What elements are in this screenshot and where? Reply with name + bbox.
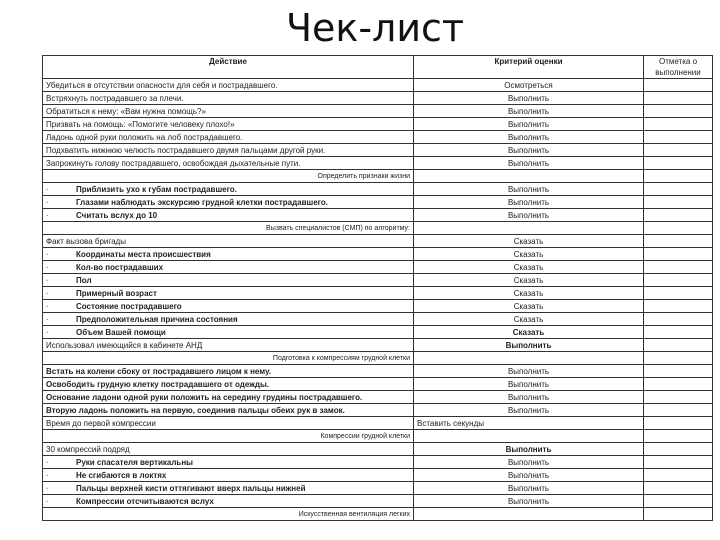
action-text: Пальцы верхней кисти оттягивают вверх пальцы нижней — [76, 483, 306, 493]
table-row — [43, 417, 713, 430]
mark-cell[interactable] — [644, 209, 713, 222]
table-row — [43, 313, 713, 326]
section-row — [43, 222, 713, 235]
table-row — [43, 391, 713, 404]
table-row — [43, 495, 713, 508]
action-text: Глазами наблюдать экскурсию грудной клетки пострадавшего. — [76, 197, 328, 207]
mark-cell[interactable] — [644, 482, 713, 495]
bullet-icon: · — [46, 314, 49, 324]
mark-cell[interactable] — [644, 105, 713, 118]
criterion-cell — [414, 170, 644, 183]
section-row — [43, 352, 713, 365]
action-text: 30 компрессий подряд — [46, 444, 130, 454]
section-title: Вызвать специалистов (СМП) по алгоритму: — [43, 222, 414, 235]
action-cell — [43, 417, 414, 430]
header-criterion: Критерий оценки — [414, 56, 644, 79]
criterion-cell: Вставить секунды — [414, 417, 644, 430]
mark-cell[interactable] — [644, 170, 713, 183]
mark-cell[interactable] — [644, 92, 713, 105]
criterion-cell: Выполнить — [414, 118, 644, 131]
criterion-cell: Выполнить — [414, 391, 644, 404]
table-row — [43, 183, 713, 196]
action-cell — [43, 313, 414, 326]
action-cell — [43, 482, 414, 495]
mark-cell[interactable] — [644, 378, 713, 391]
criterion-cell: Сказать — [414, 287, 644, 300]
section-title: Подготовка к компрессиям грудной клетки — [43, 352, 414, 365]
mark-cell[interactable] — [644, 313, 713, 326]
table-row — [43, 92, 713, 105]
table-row — [43, 378, 713, 391]
action-text: Убедиться в отсутствии опасности для себя и пострадавшего. — [46, 80, 278, 90]
action-cell — [43, 183, 414, 196]
header-action: Действие — [43, 56, 414, 79]
mark-cell[interactable] — [644, 300, 713, 313]
action-text: Встать на колени сбоку от пострадавшего лицом к нему. — [46, 366, 272, 376]
criterion-cell: Осмотреться — [414, 79, 644, 92]
table-row — [43, 144, 713, 157]
table-row — [43, 209, 713, 222]
criterion-cell: Сказать — [414, 248, 644, 261]
action-cell — [43, 391, 414, 404]
mark-cell[interactable] — [644, 196, 713, 209]
action-text: Обратиться к нему: «Вам нужна помощь?» — [46, 106, 206, 116]
action-cell — [43, 196, 414, 209]
mark-cell[interactable] — [644, 274, 713, 287]
bullet-icon: · — [46, 249, 49, 259]
action-text: Координаты места происшествия — [76, 249, 211, 259]
criterion-cell — [414, 430, 644, 443]
action-cell — [43, 404, 414, 417]
action-cell — [43, 118, 414, 131]
action-cell — [43, 378, 414, 391]
criterion-cell: Выполнить — [414, 144, 644, 157]
mark-cell[interactable] — [644, 404, 713, 417]
criterion-cell: Выполнить — [414, 131, 644, 144]
action-cell — [43, 209, 414, 222]
action-text: Вторую ладонь положить на первую, соединив пальцы обеих рук в замок. — [46, 405, 345, 415]
table-row — [43, 339, 713, 352]
mark-cell[interactable] — [644, 235, 713, 248]
bullet-icon: · — [46, 262, 49, 272]
bullet-icon: · — [46, 275, 49, 285]
mark-cell[interactable] — [644, 508, 713, 521]
criterion-cell: Выполнить — [414, 196, 644, 209]
mark-cell[interactable] — [644, 157, 713, 170]
action-cell — [43, 443, 414, 456]
bullet-icon: · — [46, 288, 49, 298]
section-row — [43, 508, 713, 521]
action-cell — [43, 92, 414, 105]
action-text: Освободить грудную клетку пострадавшего от одежды. — [46, 379, 269, 389]
action-cell — [43, 274, 414, 287]
criterion-cell: Выполнить — [414, 495, 644, 508]
criterion-cell: Выполнить — [414, 209, 644, 222]
action-cell — [43, 326, 414, 339]
action-text: Приблизить ухо к губам пострадавшего. — [76, 184, 237, 194]
mark-cell[interactable] — [644, 495, 713, 508]
action-text: Ладонь одной руки положить на лоб пострадавшего. — [46, 132, 243, 142]
action-cell — [43, 365, 414, 378]
table-row — [43, 157, 713, 170]
action-cell — [43, 300, 414, 313]
page-title: Чек-лист — [285, 6, 465, 50]
mark-cell[interactable] — [644, 287, 713, 300]
mark-cell[interactable] — [644, 79, 713, 92]
action-cell — [43, 495, 414, 508]
action-text: Факт вызова бригады — [46, 236, 126, 246]
action-cell — [43, 248, 414, 261]
bullet-icon: · — [46, 301, 49, 311]
table-row — [43, 300, 713, 313]
action-cell — [43, 339, 414, 352]
bullet-icon: · — [46, 327, 49, 337]
mark-cell[interactable] — [644, 456, 713, 469]
action-text: Считать вслух до 10 — [76, 210, 158, 220]
criterion-cell: Выполнить — [414, 157, 644, 170]
action-text: Не сгибаются в локтях — [76, 470, 167, 480]
mark-cell[interactable] — [644, 417, 713, 430]
mark-cell[interactable] — [644, 144, 713, 157]
checklist-table — [42, 55, 713, 521]
criterion-cell: Сказать — [414, 326, 644, 339]
section-row — [43, 170, 713, 183]
action-text: Встряхнуть пострадавшего за плечи. — [46, 93, 184, 103]
mark-cell[interactable] — [644, 339, 713, 352]
action-text: Основание ладони одной руки положить на середину грудины пострадавшего. — [46, 392, 363, 402]
table-row — [43, 443, 713, 456]
table-row — [43, 235, 713, 248]
action-text: Руки спасателя вертикальны — [76, 457, 193, 467]
action-cell — [43, 131, 414, 144]
mark-cell[interactable] — [644, 326, 713, 339]
criterion-cell: Сказать — [414, 300, 644, 313]
action-text: Состояние пострадавшего — [76, 301, 182, 311]
criterion-cell: Сказать — [414, 313, 644, 326]
action-cell — [43, 157, 414, 170]
criterion-cell: Сказать — [414, 274, 644, 287]
action-cell — [43, 105, 414, 118]
action-cell — [43, 144, 414, 157]
table-header — [43, 56, 713, 79]
action-text: Использовал имеющийся в кабинете АНД — [46, 340, 203, 350]
mark-cell[interactable] — [644, 118, 713, 131]
action-text: Пол — [76, 275, 92, 285]
bullet-icon: · — [46, 496, 49, 506]
table-row — [43, 404, 713, 417]
section-title: Искусственная вентиляция легких — [43, 508, 414, 521]
mark-cell[interactable] — [644, 222, 713, 235]
table-row — [43, 196, 713, 209]
bullet-icon: · — [46, 457, 49, 467]
action-text: Примерный возраст — [76, 288, 157, 298]
criterion-cell: Выполнить — [414, 456, 644, 469]
table-row — [43, 79, 713, 92]
table-row — [43, 469, 713, 482]
action-text: Объем Вашей помощи — [76, 327, 166, 337]
criterion-cell: Выполнить — [414, 92, 644, 105]
mark-cell[interactable] — [644, 469, 713, 482]
criterion-cell: Выполнить — [414, 469, 644, 482]
criterion-cell: Выполнить — [414, 443, 644, 456]
table-row — [43, 261, 713, 274]
table-row — [43, 482, 713, 495]
table-row — [43, 365, 713, 378]
table-row — [43, 274, 713, 287]
bullet-icon: · — [46, 483, 49, 493]
action-cell — [43, 79, 414, 92]
bullet-icon: · — [46, 184, 49, 194]
action-cell — [43, 456, 414, 469]
criterion-cell: Выполнить — [414, 482, 644, 495]
bullet-icon: · — [46, 470, 49, 480]
action-text: Подхватить нижнюю челюсть пострадавшего двумя пальцами другой руки. — [46, 145, 326, 155]
mark-cell[interactable] — [644, 430, 713, 443]
criterion-cell: Выполнить — [414, 365, 644, 378]
table-row — [43, 105, 713, 118]
criterion-cell: Выполнить — [414, 339, 644, 352]
criterion-cell: Выполнить — [414, 378, 644, 391]
criterion-cell: Выполнить — [414, 183, 644, 196]
mark-cell[interactable] — [644, 131, 713, 144]
table-row — [43, 131, 713, 144]
mark-cell[interactable] — [644, 365, 713, 378]
mark-cell[interactable] — [644, 443, 713, 456]
table-row — [43, 326, 713, 339]
table-row — [43, 118, 713, 131]
criterion-cell — [414, 222, 644, 235]
criterion-cell: Выполнить — [414, 105, 644, 118]
table-row — [43, 287, 713, 300]
criterion-cell — [414, 352, 644, 365]
mark-cell[interactable] — [644, 261, 713, 274]
bullet-icon: · — [46, 210, 49, 220]
action-cell — [43, 469, 414, 482]
action-cell — [43, 235, 414, 248]
section-row — [43, 430, 713, 443]
bullet-icon: · — [46, 197, 49, 207]
section-title: Определить признаки жизни — [43, 170, 414, 183]
header-mark: Отметка о выполнении — [644, 56, 713, 79]
mark-cell[interactable] — [644, 248, 713, 261]
action-text: Кол-во пострадавших — [76, 262, 164, 272]
action-text: Призвать на помощь: «Помогите человеку плохо!» — [46, 119, 235, 129]
action-cell — [43, 261, 414, 274]
section-title: Компрессии грудной клетки — [43, 430, 414, 443]
action-text: Компрессии отсчитываются вслух — [76, 496, 214, 506]
criterion-cell — [414, 508, 644, 521]
mark-cell[interactable] — [644, 391, 713, 404]
action-text: Время до первой компрессии — [46, 418, 156, 428]
action-cell — [43, 287, 414, 300]
action-text: Предположительная причина состояния — [76, 314, 238, 324]
criterion-cell: Сказать — [414, 235, 644, 248]
table-row — [43, 248, 713, 261]
table-row — [43, 456, 713, 469]
mark-cell[interactable] — [644, 183, 713, 196]
criterion-cell: Сказать — [414, 261, 644, 274]
criterion-cell: Выполнить — [414, 404, 644, 417]
action-text: Запрокинуть голову пострадавшего, освобождая дыхательные пути. — [46, 158, 301, 168]
mark-cell[interactable] — [644, 352, 713, 365]
